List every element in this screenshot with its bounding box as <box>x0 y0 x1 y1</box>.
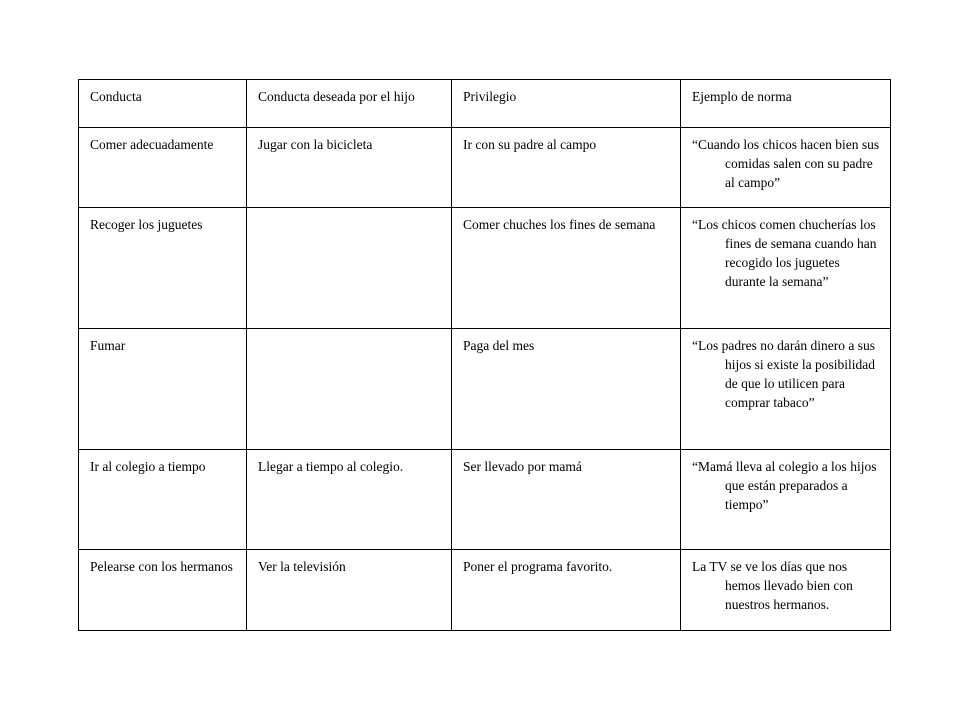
table-row <box>79 550 891 631</box>
table-row <box>79 329 891 450</box>
table-cell <box>681 329 891 450</box>
cell-privilegio: Poner el programa favorito. <box>463 559 613 574</box>
cell-conducta-deseada: Jugar con la bicicleta <box>258 137 373 152</box>
header-conducta: Conducta <box>90 89 142 104</box>
table-header-row <box>79 80 891 128</box>
cell-privilegio: Ser llevado por mamá <box>463 459 582 474</box>
header-cell <box>247 80 452 128</box>
table-row <box>79 128 891 208</box>
header-cell <box>452 80 681 128</box>
table-cell <box>247 450 452 550</box>
table-cell <box>247 128 452 208</box>
table-cell <box>681 450 891 550</box>
cell-ejemplo-norma: “Cuando los chicos hacen bien sus comidas salen con su padre al campo” <box>692 137 880 190</box>
table-cell <box>681 208 891 329</box>
table-cell <box>79 450 247 550</box>
header-cell <box>681 80 891 128</box>
table-cell <box>452 450 681 550</box>
table-row <box>79 450 891 550</box>
table-cell <box>79 208 247 329</box>
cell-ejemplo-norma: La TV se ve los días que nos hemos llevado bien con nuestros hermanos. <box>692 559 853 612</box>
cell-privilegio: Paga del mes <box>463 338 535 353</box>
table-cell <box>247 329 452 450</box>
cell-conducta-deseada: Llegar a tiempo al colegio. <box>258 459 404 474</box>
table-cell <box>681 550 891 631</box>
cell-conducta-deseada: Ver la televisión <box>258 559 346 574</box>
table-cell <box>247 208 452 329</box>
table-cell <box>247 550 452 631</box>
table-cell <box>681 128 891 208</box>
table-cell <box>79 550 247 631</box>
header-ejemplo-norma: Ejemplo de norma <box>692 89 792 104</box>
cell-conducta: Comer adecuadamente <box>90 137 214 152</box>
cell-conducta: Fumar <box>90 338 126 353</box>
cell-ejemplo-norma: “Los chicos comen chucherías los fines de semana cuando han recogido los juguetes durante la semana” <box>692 217 877 289</box>
header-conducta-deseada: Conducta deseada por el hijo <box>258 89 415 104</box>
table-cell <box>452 208 681 329</box>
cell-ejemplo-norma: “Mamá lleva al colegio a los hijos que están preparados a tiempo” <box>692 459 877 512</box>
table-cell <box>452 329 681 450</box>
cell-privilegio: Comer chuches los fines de semana <box>463 217 656 232</box>
behavior-rules-table <box>78 79 891 631</box>
table-cell <box>452 128 681 208</box>
header-privilegio: Privilegio <box>463 89 517 104</box>
table-cell <box>79 128 247 208</box>
cell-conducta: Pelearse con los hermanos <box>90 559 233 574</box>
cell-privilegio: Ir con su padre al campo <box>463 137 597 152</box>
table-cell <box>79 329 247 450</box>
cell-ejemplo-norma: “Los padres no darán dinero a sus hijos si existe la posibilidad de que lo utilicen para comprar tabaco” <box>692 338 875 410</box>
table-row <box>79 208 891 329</box>
cell-conducta: Recoger los juguetes <box>90 217 203 232</box>
table-cell <box>452 550 681 631</box>
header-cell <box>79 80 247 128</box>
cell-conducta: Ir al colegio a tiempo <box>90 459 206 474</box>
